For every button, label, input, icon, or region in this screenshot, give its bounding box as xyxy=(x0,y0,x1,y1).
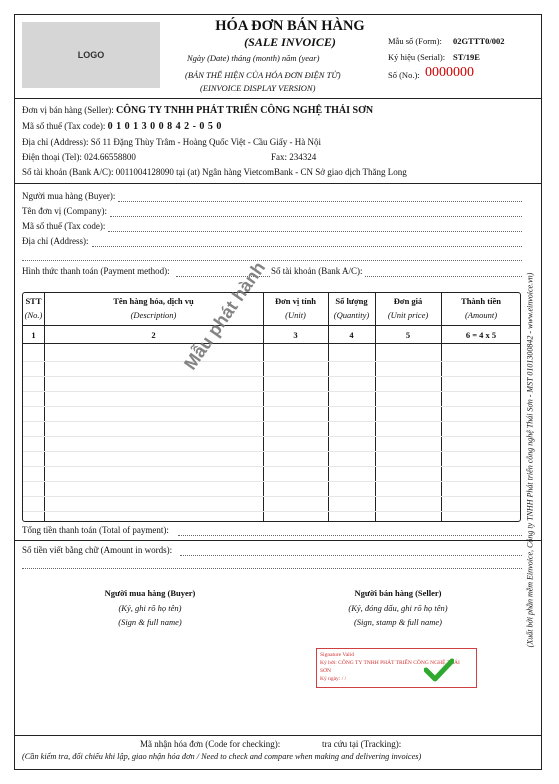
seller-address-label: Địa chỉ (Address): xyxy=(22,137,89,147)
buyer-signature-sub2: (Sign & full name) xyxy=(118,617,182,627)
seller-signature-sub1: (Ký, đóng dấu, ghi rõ họ tên) xyxy=(348,603,448,613)
side-issuer-text: (Xuất bởi phần mềm Einvoice, Công ty TNHH Phát triển công nghệ Thái Sơn - MST 0101300842 - www.einvoice.vn) xyxy=(525,272,535,648)
buyer-tax-label: Mã số thuế (Tax code): xyxy=(22,221,106,231)
stamp-signer: Ký bởi: CÔNG TY TNHH PHÁT TRIỂN CÔNG NGHỆ THÁI SƠN xyxy=(320,660,460,674)
buyer-signature-title: Người mua hàng (Buyer) xyxy=(104,588,196,598)
seller-address-row xyxy=(22,137,321,147)
address-dotline xyxy=(92,246,522,247)
table-row-line xyxy=(23,481,520,482)
check-mark-icon xyxy=(424,658,454,682)
invoice-number-label: Số (No.): xyxy=(388,70,420,80)
seller-signature-title: Người bán hàng (Seller) xyxy=(354,588,442,598)
code-checking-label: Mã nhận hóa đơn (Code for checking): xyxy=(140,739,281,749)
col-amount-header-en: (Amount) xyxy=(464,310,498,320)
seller-tax-label: Mã số thuế (Tax code): xyxy=(22,121,106,131)
table-row-line xyxy=(23,361,520,362)
seller-name-row xyxy=(22,105,373,116)
col-description-header: Tên hàng hóa, dịch vụ xyxy=(113,296,194,306)
col-unit-price-index: 5 xyxy=(405,330,411,340)
stamp-title: Signature Valid xyxy=(320,652,354,658)
col-quantity-header: Số lượng xyxy=(335,296,368,306)
seller-bank-at: tại (at) xyxy=(176,167,200,177)
buyer-account-dotline xyxy=(365,276,522,277)
words-dotline xyxy=(180,555,522,556)
invoice-title-en: (SALE INVOICE) xyxy=(244,35,336,49)
amount-words-label: Số tiền viết bằng chữ (Amount in words): xyxy=(22,545,173,555)
seller-address: Số 11 Đặng Thùy Trâm - Hoàng Quốc Việt - Cầu Giấy - Hà Nội xyxy=(90,137,322,147)
col-no-index: 1 xyxy=(31,330,36,340)
col-no-header: STT xyxy=(25,296,42,306)
seller-account-row xyxy=(22,167,407,177)
seller-tel: 024.66558800 xyxy=(84,152,136,162)
table-row-line xyxy=(23,391,520,392)
buyer-label: Người mua hàng (Buyer): xyxy=(22,191,116,201)
table-row-line xyxy=(23,436,520,437)
watermark-text: Mẫu phát hành xyxy=(180,257,270,374)
seller-account: 0011004128090 xyxy=(115,167,174,177)
table-row-line xyxy=(23,376,520,377)
invoice-title: HÓA ĐƠN BÁN HÀNG xyxy=(215,18,365,34)
table-row-line xyxy=(23,406,520,407)
col-no-header-en: (No.) xyxy=(24,310,43,320)
form-value: 02GTTT0/002 xyxy=(453,36,505,46)
seller-tel-label: Điện thoại (Tel): xyxy=(22,152,82,162)
seller-account-label: Số tài khoản (Bank A/C): xyxy=(22,167,114,177)
address-dotline-2 xyxy=(22,260,522,261)
seller-name: CÔNG TY TNHH PHÁT TRIỂN CÔNG NGHỆ THÁI SƠN xyxy=(116,105,374,116)
logo-placeholder xyxy=(22,22,160,88)
form-label: Mẫu số (Form): xyxy=(388,36,442,46)
number-row-divider xyxy=(23,343,520,344)
logo-text: LOGO xyxy=(77,50,105,60)
seller-fax: 234324 xyxy=(289,152,317,162)
seller-fax-label: Fax: xyxy=(271,152,288,162)
col-unit-price-header-en: (Unit price) xyxy=(387,310,429,320)
buyer-company-label: Tên đơn vị (Company): xyxy=(22,206,107,216)
table-row-line xyxy=(23,421,520,422)
col-unit-index: 3 xyxy=(293,330,298,340)
buyer-signature-sub1: (Ký, ghi rõ họ tên) xyxy=(118,603,182,613)
seller-name-label: Đơn vị bán hàng (Seller): xyxy=(22,105,114,115)
table-row-line xyxy=(23,511,520,512)
items-table xyxy=(22,292,521,522)
seller-bank: Ngân hàng VietcomBank - CN Sở giao dịch Thăng Long xyxy=(202,167,407,177)
col-unit-header-en: (Unit) xyxy=(285,310,306,320)
header-divider xyxy=(14,98,542,99)
table-row-line xyxy=(23,451,520,452)
footer-divider xyxy=(14,735,542,736)
serial-value: ST/19E xyxy=(453,52,480,62)
display-version-vn: (BẢN THỂ HIỆN CỦA HÓA ĐƠN ĐIỆN TỬ) xyxy=(185,70,341,80)
buyer-address-label: Địa chỉ (Address): xyxy=(22,236,89,246)
col-description-header-en: (Description) xyxy=(130,310,177,320)
words-dotline-2 xyxy=(22,568,522,569)
invoice-number: 0000000 xyxy=(425,65,474,80)
col-amount-index: 6 = 4 x 5 xyxy=(465,330,497,340)
seller-fax-row xyxy=(271,152,316,162)
seller-tax-row xyxy=(22,121,222,132)
date-line: Ngày (Date) tháng (month) năm (year) xyxy=(187,53,320,63)
header-row-divider xyxy=(23,325,520,326)
footer-note: (Cần kiểm tra, đối chiếu khi lập, giao nhận hóa đơn / Need to check and compare when making and delivering invoices) xyxy=(22,752,422,761)
serial-label: Ký hiệu (Serial): xyxy=(388,52,446,62)
col-divider xyxy=(263,293,264,521)
table-row-line xyxy=(23,496,520,497)
payment-method-label: Hình thức thanh toán (Payment method): xyxy=(22,266,170,276)
total-payment-label: Tổng tiền thanh toán (Total of payment): xyxy=(22,525,169,535)
buyer-dotline xyxy=(118,201,522,202)
seller-tel-row xyxy=(22,152,136,162)
col-amount-header: Thành tiền xyxy=(461,296,501,306)
col-description-index: 2 xyxy=(151,330,156,340)
stamp-date: Ký ngày: / / xyxy=(320,676,347,682)
display-version-en: (EINVOICE DISPLAY VERSION) xyxy=(200,83,316,93)
total-divider xyxy=(14,540,542,541)
col-divider xyxy=(441,293,442,521)
col-divider xyxy=(328,293,329,521)
col-unit-header: Đơn vị tính xyxy=(274,296,317,306)
col-divider xyxy=(375,293,376,521)
col-divider xyxy=(44,293,45,521)
seller-signature-sub2: (Sign, stamp & full name) xyxy=(353,617,443,627)
buyer-account-label: Số tài khoản (Bank A/C): xyxy=(271,266,363,276)
total-dotline xyxy=(178,535,522,536)
col-quantity-index: 4 xyxy=(349,330,354,340)
seller-tax-code: 0 1 0 1 3 0 0 8 4 2 - 0 5 0 xyxy=(107,121,222,132)
tax-dotline xyxy=(108,231,522,232)
table-row-line xyxy=(23,466,520,467)
tracking-label: tra cứu tại (Tracking): xyxy=(322,739,402,749)
company-dotline xyxy=(110,216,522,217)
col-quantity-header-en: (Quantity) xyxy=(333,310,370,320)
seller-divider xyxy=(14,183,542,184)
col-unit-price-header: Đơn giá xyxy=(393,296,423,306)
